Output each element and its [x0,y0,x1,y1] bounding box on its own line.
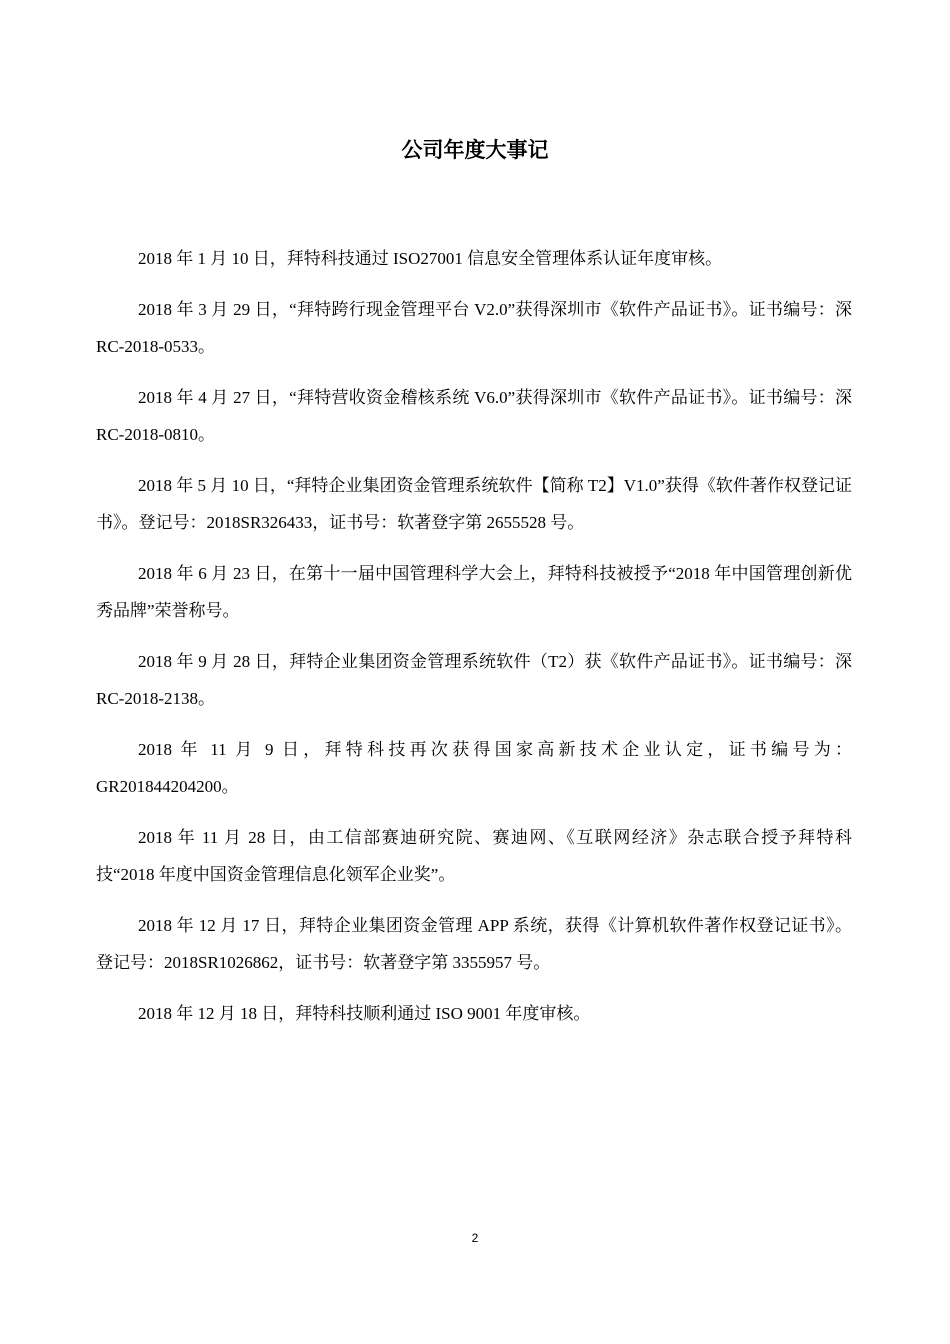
page-number: 2 [471,1231,479,1245]
event-paragraph: 2018 年 9 月 28 日，拜特企业集团资金管理系统软件（T2）获《软件产品证书》。证书编号：深 RC-2018-2138。 [96,651,852,708]
event-paragraph: 2018 年 11 月 9 日，拜特科技再次获得国家高新技术企业认定，证书编号为：GR201844204200。 [96,739,852,796]
events-list [96,240,852,1045]
page-title: 公司年度大事记 [401,138,549,162]
event-paragraph: 2018 年 12 月 18 日，拜特科技顺利通过 ISO 9001 年度审核。 [138,1003,591,1023]
event-paragraph: 2018 年 12 月 17 日，拜特企业集团资金管理 APP 系统，获得《计算机软件著作权登记证书》。登记号：2018SR1026862，证书号：软著登字第 3355957 号。 [96,915,852,972]
event-paragraph: 2018 年 1 月 10 日，拜特科技通过 ISO27001 信息安全管理体系认证年度审核。 [138,249,723,268]
event-paragraph: 2018 年 5 月 10 日，“拜特企业集团资金管理系统软件【简称 T2】V1.0”获得《软件著作权登记证书》。登记号：2018SR326433，证书号：软著登字第 2655528 号。 [96,475,852,532]
event-paragraph: 2018 年 3 月 29 日，“拜特跨行现金管理平台 V2.0”获得深圳市《软件产品证书》。证书编号：深 RC-2018-0533。 [96,299,852,356]
event-paragraph: 2018 年 11 月 28 日，由工信部赛迪研究院、赛迪网、《互联网经济》杂志联合授予拜特科技“2018 年度中国资金管理信息化领军企业奖”。 [96,827,852,884]
event-paragraph: 2018 年 4 月 27 日，“拜特营收资金稽核系统 V6.0”获得深圳市《软件产品证书》。证书编号：深 RC-2018-0810。 [96,387,852,444]
event-paragraph: 2018 年 6 月 23 日，在第十一届中国管理科学大会上，拜特科技被授予“2018 年中国管理创新优秀品牌”荣誉称号。 [96,563,852,620]
